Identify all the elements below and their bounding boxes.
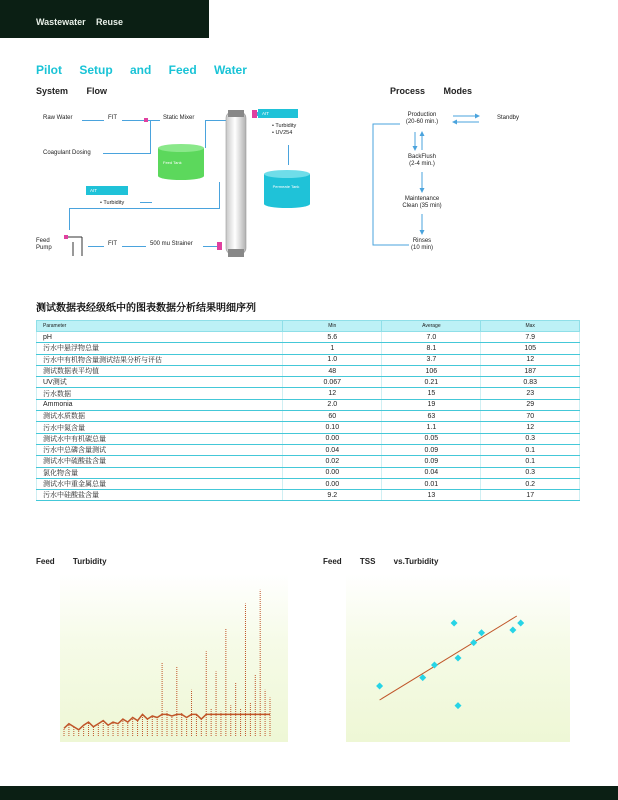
cell-min: 60 [283, 411, 382, 422]
cell-min: 1.0 [283, 354, 382, 365]
fit-sensor-icon [144, 118, 148, 122]
feed-pump-line2: Pump [36, 245, 52, 251]
flow-line [140, 202, 152, 203]
flow-line [205, 120, 206, 148]
process-flow-arrows [365, 108, 525, 248]
cell-parameter: 测试水中硫酸盐含量 [37, 456, 283, 467]
cell-max: 23 [481, 388, 580, 399]
production-label: Production [407, 112, 437, 118]
cell-max: 187 [481, 365, 580, 376]
strainer-label: 500 mu Strainer [150, 241, 193, 247]
turbidity-chart [60, 574, 288, 742]
cell-max: 12 [481, 422, 580, 433]
table-row [37, 411, 580, 422]
membrane-module-icon [222, 110, 252, 260]
static-mixer-label: Static Mixer [163, 115, 195, 121]
cell-parameter: 污水中氮含量 [37, 422, 283, 433]
coagulant-dosing-label: Coagulant Dosing [43, 150, 91, 156]
cell-average: 0.05 [382, 433, 481, 444]
table-header-row [37, 321, 580, 332]
loop-arrow [373, 124, 409, 245]
col-max: Max [481, 321, 580, 332]
cell-average: 106 [382, 365, 481, 376]
chart1-title: Feed Turbidity [36, 557, 107, 566]
feed-pump-icon [60, 232, 90, 258]
system-flow-heading: System Flow [36, 86, 108, 96]
data-point [517, 620, 524, 627]
table-row [37, 478, 580, 489]
raw-water-label: Raw Water [43, 115, 73, 121]
cell-parameter: 测试水中重金属总量 [37, 478, 283, 489]
cell-min: 0.00 [283, 467, 382, 478]
table-row [37, 343, 580, 354]
permeate-tank-label: Permeate Tank [272, 184, 300, 189]
maintenance-duration: Clean (35 min) [402, 203, 442, 209]
col-average: Average [382, 321, 481, 332]
process-modes-heading: Process Modes [390, 86, 473, 96]
backflush-label: BackFlush [407, 154, 436, 160]
cell-min: 12 [283, 388, 382, 399]
cell-parameter: 测试数据表平均值 [37, 365, 283, 376]
trendline [380, 616, 517, 700]
cell-average: 15 [382, 388, 481, 399]
table-row [37, 422, 580, 433]
cell-max: 29 [481, 399, 580, 410]
table-row [37, 377, 580, 388]
table-row [37, 388, 580, 399]
cell-parameter: 污水中有机物含量测试结果分析与评估 [37, 354, 283, 365]
cell-parameter: 污水中硅酸盐含量 [37, 490, 283, 501]
table-row [37, 456, 580, 467]
data-point [455, 655, 462, 662]
table-row [37, 332, 580, 343]
module-inlet-icon [217, 242, 222, 250]
tss-turbidity-chart [346, 574, 570, 742]
table-row [37, 433, 580, 444]
cell-average: 3.7 [382, 354, 481, 365]
page-title: Pilot Setup and Feed Water [36, 63, 247, 77]
cell-min: 48 [283, 365, 382, 376]
production-duration: (20-60 min.) [405, 119, 439, 125]
table-heading: 测试数据表经级纸中的图表数据分析结果明细序列 [36, 303, 256, 314]
header-bar [0, 0, 209, 38]
data-point [376, 683, 383, 690]
chart2-title: Feed TSS vs.Turbidity [323, 557, 439, 566]
flow-line [219, 182, 220, 209]
cell-parameter: 氯化物含量 [37, 467, 283, 478]
flow-line [203, 246, 217, 247]
cell-average: 7.0 [382, 332, 481, 343]
cell-average: 0.04 [382, 467, 481, 478]
cell-max: 0.3 [481, 433, 580, 444]
cell-average: 1.1 [382, 422, 481, 433]
cell-min: 2.0 [283, 399, 382, 410]
ait-left-tag: AIT [86, 186, 128, 195]
flow-line [88, 246, 104, 247]
cell-parameter: 测试水质数据 [37, 411, 283, 422]
cell-min: 5.6 [283, 332, 382, 343]
table-row [37, 399, 580, 410]
col-min: Min [283, 321, 382, 332]
col-parameter: Parameter [37, 321, 283, 332]
table-row [37, 444, 580, 455]
flow-line [257, 112, 258, 116]
cell-average: 8.1 [382, 343, 481, 354]
backflush-duration: (2-4 min.) [409, 161, 435, 167]
flow-line [82, 120, 104, 121]
table-row [37, 354, 580, 365]
uv254-item: • UV254 [272, 130, 293, 136]
cell-parameter: 污水中悬浮物总量 [37, 343, 283, 354]
cell-max: 12 [481, 354, 580, 365]
cell-min: 9.2 [283, 490, 382, 501]
cell-max: 0.83 [481, 377, 580, 388]
header-right: Reuse [96, 17, 124, 27]
header-left: Wastewater [36, 17, 86, 27]
feed-pump-label [36, 238, 52, 252]
table-row [37, 490, 580, 501]
rinses-duration: (10 min) [410, 245, 433, 251]
data-point [455, 702, 462, 709]
cell-min: 0.02 [283, 456, 382, 467]
turbidity-uv-list [272, 123, 296, 137]
ait-right-tag: AIT [258, 109, 298, 118]
flow-line [122, 120, 160, 121]
cell-max: 17 [481, 490, 580, 501]
data-point [451, 620, 458, 627]
cell-max: 0.3 [481, 467, 580, 478]
cell-min: 0.04 [283, 444, 382, 455]
cell-parameter: pH [37, 332, 283, 343]
flow-line [288, 145, 289, 165]
turbidity-item: • Turbidity [272, 123, 297, 129]
cell-parameter: UV测试 [37, 377, 283, 388]
cell-average: 0.01 [382, 478, 481, 489]
standby-label: Standby [497, 115, 520, 121]
table-row [37, 365, 580, 376]
cell-parameter: 污水中总磷含量测试 [37, 444, 283, 455]
cell-max: 0.2 [481, 478, 580, 489]
cell-average: 19 [382, 399, 481, 410]
flow-line [103, 153, 151, 154]
cell-parameter: 测试水中有机碳总量 [37, 433, 283, 444]
cell-parameter: Ammonia [37, 399, 283, 410]
fit-bottom-label: FIT [108, 241, 117, 247]
maintenance-label: Maintenance [404, 196, 440, 202]
cell-min: 0.00 [283, 478, 382, 489]
cell-min: 0.067 [283, 377, 382, 388]
flow-line [150, 120, 151, 153]
cell-average: 0.09 [382, 444, 481, 455]
cell-max: 105 [481, 343, 580, 354]
feed-pump-line1: Feed [36, 238, 50, 244]
cell-average: 0.09 [382, 456, 481, 467]
cell-parameter: 污水数据 [37, 388, 283, 399]
footer-bar [0, 786, 618, 800]
turbidity-left-label: • Turbidity [100, 200, 125, 206]
data-point [509, 627, 516, 634]
rinses-label: Rinses [412, 238, 432, 244]
cell-max: 70 [481, 411, 580, 422]
table-row [37, 467, 580, 478]
flow-line [69, 208, 219, 209]
cell-average: 13 [382, 490, 481, 501]
flow-line [122, 246, 146, 247]
cell-average: 0.21 [382, 377, 481, 388]
cell-min: 0.00 [283, 433, 382, 444]
cell-max: 0.1 [481, 444, 580, 455]
feed-water-table [36, 320, 580, 501]
fit-top-label: FIT [108, 115, 117, 121]
cell-max: 7.9 [481, 332, 580, 343]
data-point [470, 639, 477, 646]
cell-min: 1 [283, 343, 382, 354]
cell-max: 0.1 [481, 456, 580, 467]
data-point [478, 629, 485, 636]
flow-line [69, 208, 70, 230]
cell-average: 63 [382, 411, 481, 422]
cell-min: 0.10 [283, 422, 382, 433]
feed-tank-label: Feed Tank [163, 160, 182, 165]
